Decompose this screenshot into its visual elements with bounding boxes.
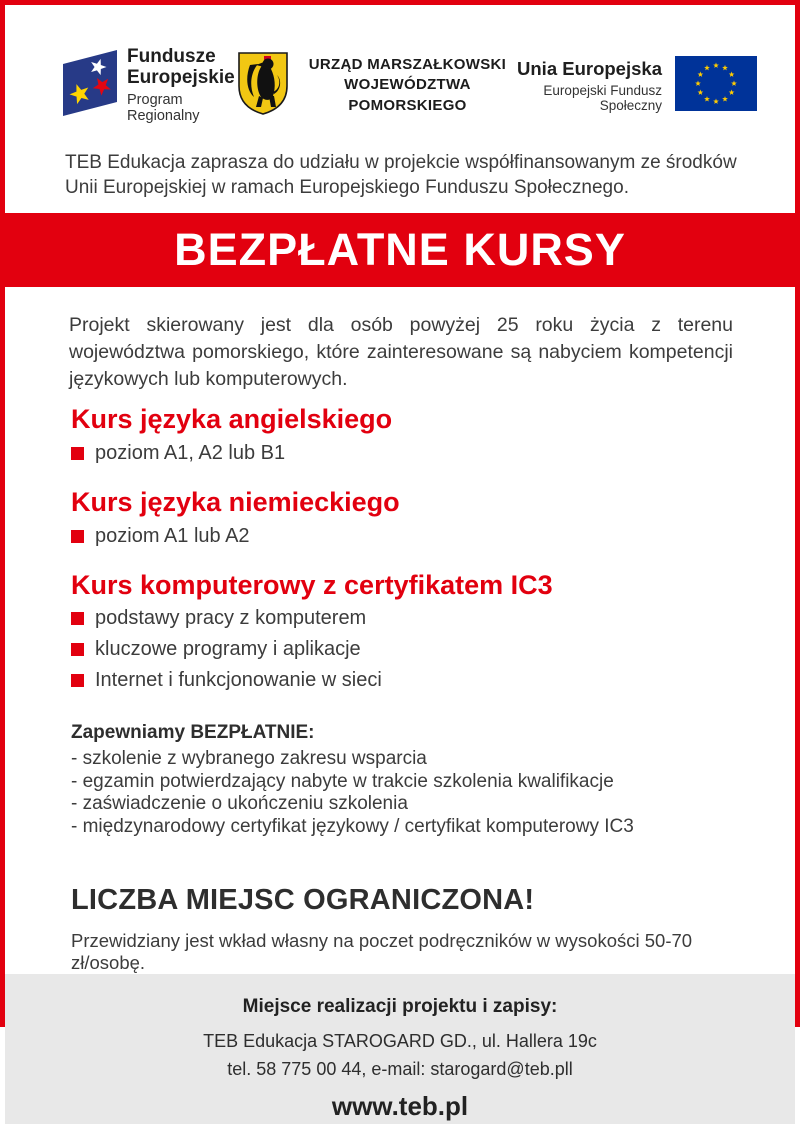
free-item: - egzamin potwierdzający nabyte w trakcie szkolenia kwalifikacje xyxy=(71,770,614,792)
course-title-english: Kurs języka angielskiego xyxy=(71,404,393,435)
red-square-bullet-icon xyxy=(71,643,84,656)
fe-subtitle: Program Regionalny xyxy=(127,92,200,125)
red-square-bullet-icon xyxy=(71,612,84,625)
red-square-bullet-icon xyxy=(71,530,84,543)
footer-heading: Miejsce realizacji projektu i zapisy: xyxy=(242,996,558,1018)
lead-paragraph: Projekt skierowany jest dla osób powyżej 25 roku życia z terenu województwa pomorskiego, które zainteresowane są nabyciem kompetencji językowych lub komputerowych. xyxy=(69,314,733,391)
logo-header xyxy=(63,47,757,124)
list-item xyxy=(71,637,733,662)
free-item: - szkolenie z wybranego zakresu wsparcia xyxy=(71,748,427,770)
list-item xyxy=(71,668,733,693)
list-item-label: podstawy pracy z komputerem xyxy=(95,607,367,630)
logo-unia-europejska xyxy=(512,56,757,116)
marshal-line1: URZĄD MARSZAŁKOWSKI xyxy=(308,56,507,74)
title-banner xyxy=(5,213,795,287)
red-square-bullet-icon xyxy=(71,447,84,460)
pomerania-crest-icon xyxy=(235,50,291,121)
free-item: - międzynarodowy certyfikat językowy / certyfikat komputerowy IC3 xyxy=(71,815,634,837)
eu-flag-icon xyxy=(675,56,757,116)
list-item-label: poziom A1 lub A2 xyxy=(95,524,250,547)
marshal-line2: WOJEWÓDZTWA POMORSKIEGO xyxy=(344,76,471,114)
list-item xyxy=(71,606,733,631)
marshal-logo-text xyxy=(303,55,512,116)
free-section-heading: Zapewniamy BEZPŁATNIE: xyxy=(71,722,315,744)
free-section xyxy=(71,722,733,838)
footer xyxy=(5,974,795,1124)
logo-fundusze-europejskie xyxy=(63,47,235,124)
list-item-label: Internet i funkcjonowanie w sieci xyxy=(95,669,382,692)
course-title-german: Kurs języka niemieckiego xyxy=(71,486,400,517)
list-item-label: kluczowe programy i aplikacje xyxy=(95,638,361,661)
list-item xyxy=(71,524,733,549)
footer-website: www.teb.pl xyxy=(331,1091,469,1122)
eu-logo-text xyxy=(512,58,662,113)
fe-flag-icon xyxy=(63,50,117,121)
fe-title-line2: Europejskie xyxy=(127,66,235,88)
list-item-label: poziom A1, A2 lub B1 xyxy=(95,441,286,464)
course-title-computer: Kurs komputerowy z certyfikatem IC3 xyxy=(71,569,553,600)
fe-title-line1: Fundusze xyxy=(127,46,216,67)
free-item: - zaświadczenie o ukończeniu szkolenia xyxy=(71,793,408,815)
poster-title: BEZPŁATNE KURSY xyxy=(174,224,626,276)
footer-address: TEB Edukacja STAROGARD GD., ul. Hallera 19c xyxy=(203,1031,597,1052)
intro-paragraph: TEB Edukacja zaprasza do udziału w projekcie współfinansowanym ze środków Unii Europejskiej w ramach Europejskiego Funduszu Społecznego. xyxy=(65,152,737,199)
fe-logo-text xyxy=(127,47,235,124)
limited-seats-note: Przewidziany jest wkład własny na poczet podręczników w wysokości 50-70 zł/osobę. xyxy=(71,930,693,974)
eu-title: Unia Europejska xyxy=(517,58,662,80)
red-square-bullet-icon xyxy=(71,674,84,687)
logo-urzad-marszalkowski xyxy=(235,50,512,121)
limited-seats-heading: LICZBA MIEJSC OGRANICZONA! xyxy=(71,884,535,917)
list-item xyxy=(71,441,733,466)
eu-subtitle: Europejski Fundusz Społeczny xyxy=(543,83,662,114)
footer-contact: tel. 58 775 00 44, e-mail: starogard@teb.pll xyxy=(227,1059,573,1080)
